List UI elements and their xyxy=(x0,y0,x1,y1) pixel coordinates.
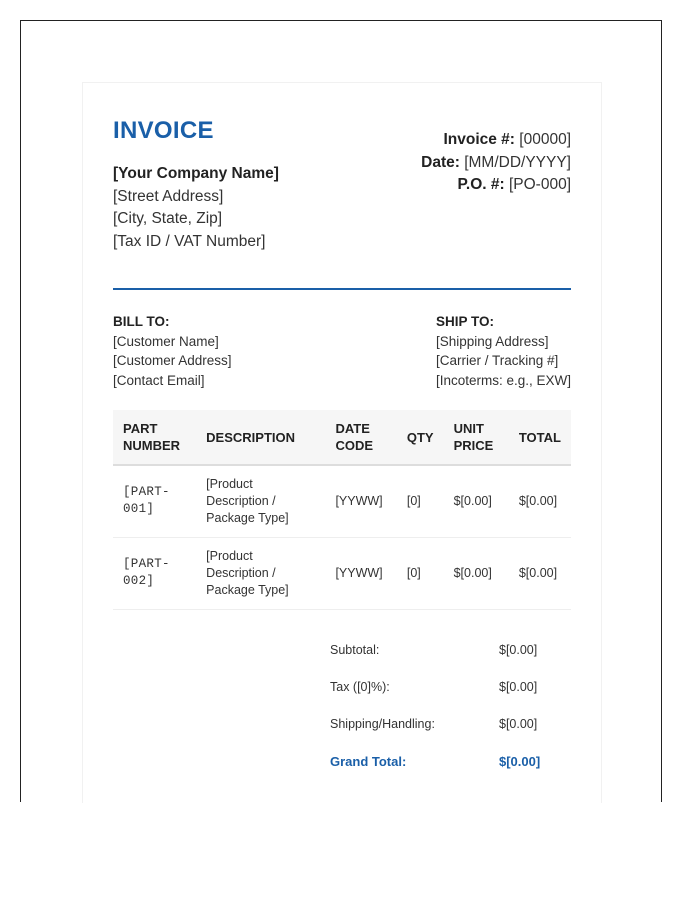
invoice-sheet xyxy=(82,82,602,803)
cell-description: [Product Description / Package Type] xyxy=(196,465,325,537)
cell-total: $[0.00] xyxy=(509,537,571,609)
invoice-date-label: Date: xyxy=(421,153,460,171)
po-number-value: [PO-000] xyxy=(508,176,571,193)
col-header-unit-price: UNIT PRICE xyxy=(444,410,509,465)
shipping-row xyxy=(330,706,571,743)
cell-qty: [0] xyxy=(397,537,444,609)
invoice-header xyxy=(113,83,571,290)
table-header-row xyxy=(113,410,571,465)
cell-description: [Product Description / Package Type] xyxy=(196,537,325,609)
invoice-date-line xyxy=(421,152,571,175)
bill-to-line: [Contact Email] xyxy=(113,372,205,388)
tax-value: $[0.00] xyxy=(499,679,538,694)
company-street: [Street Address] xyxy=(113,187,224,205)
po-number-label: P.O. #: xyxy=(457,176,505,193)
totals-section xyxy=(330,632,571,780)
company-info xyxy=(113,163,279,253)
page-frame xyxy=(20,20,662,802)
subtotal-label: Subtotal: xyxy=(330,642,380,657)
grand-total-label: Grand Total: xyxy=(330,753,407,769)
cell-part-number: [PART-001] xyxy=(113,465,196,537)
company-tax-id: [Tax ID / VAT Number] xyxy=(113,232,266,250)
invoice-date-value: [MM/DD/YYYY] xyxy=(464,153,571,171)
cell-qty: [0] xyxy=(397,465,444,537)
col-header-qty: QTY xyxy=(397,410,444,465)
cell-date-code: [YYWW] xyxy=(325,465,396,537)
ship-to-heading: SHIP TO: xyxy=(435,314,494,329)
line-items-table xyxy=(113,410,571,610)
cell-date-code: [YYWW] xyxy=(325,537,396,609)
company-name: [Your Company Name] xyxy=(113,165,279,182)
invoice-title: INVOICE xyxy=(113,117,214,144)
bill-to-heading: BILL TO: xyxy=(113,314,170,329)
bill-to-line: [Customer Address] xyxy=(113,353,232,368)
shipping-label: Shipping/Handling: xyxy=(330,716,435,731)
bill-to-block xyxy=(113,312,232,390)
bill-to-line: [Customer Name] xyxy=(113,333,219,349)
col-header-total: TOTAL xyxy=(509,410,571,465)
po-number-line xyxy=(421,174,571,197)
ship-to-line: [Carrier / Tracking #] xyxy=(435,353,559,368)
cell-part-number: [PART-002] xyxy=(113,537,196,609)
cell-total: $[0.00] xyxy=(509,465,571,537)
subtotal-row xyxy=(330,632,571,669)
cell-unit-price: $[0.00] xyxy=(444,465,509,537)
invoice-number-line xyxy=(421,129,571,152)
table-row xyxy=(113,537,571,609)
col-header-date-code: DATE CODE xyxy=(325,410,396,465)
grand-total-value: $[0.00] xyxy=(499,753,541,769)
ship-to-line: [Incoterms: e.g., EXW] xyxy=(435,372,571,388)
invoice-number-value: [00000] xyxy=(519,131,571,148)
ship-to-block xyxy=(436,312,571,390)
cell-unit-price: $[0.00] xyxy=(444,537,509,609)
subtotal-value: $[0.00] xyxy=(499,642,538,657)
tax-row xyxy=(330,669,571,706)
col-header-description: DESCRIPTION xyxy=(196,410,325,465)
ship-to-line: [Shipping Address] xyxy=(435,333,549,349)
table-row xyxy=(113,465,571,537)
tax-label: Tax ([0]%): xyxy=(330,679,390,694)
invoice-meta xyxy=(421,129,571,197)
address-section xyxy=(113,290,571,410)
invoice-number-label: Invoice #: xyxy=(443,131,515,148)
col-header-part-number: PART NUMBER xyxy=(113,410,196,465)
grand-total-row xyxy=(330,743,571,780)
company-city: [City, State, Zip] xyxy=(113,210,223,227)
shipping-value: $[0.00] xyxy=(499,716,538,731)
